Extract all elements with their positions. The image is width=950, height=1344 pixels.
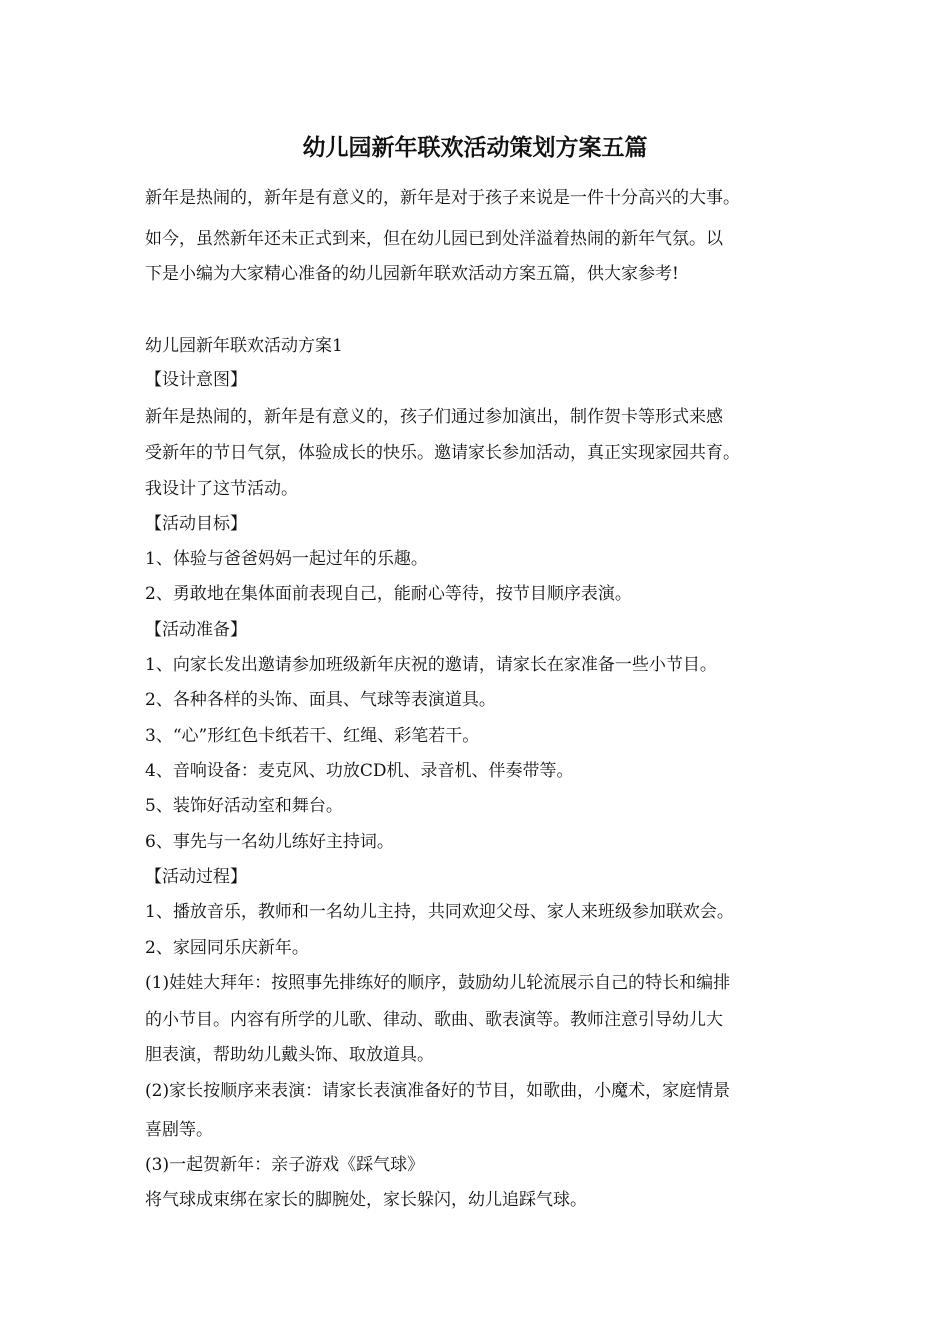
paragraph-line: 喜剧等。	[145, 1120, 213, 1140]
subheading-preparation: 【活动准备】	[145, 620, 247, 640]
paragraph-line: 的小节目。内容有所学的儿歌、律动、歌曲、歌表演等。教师注意引导幼儿大	[145, 1010, 723, 1030]
document-title: 幼儿园新年联欢活动策划方案五篇	[302, 134, 648, 161]
paragraph-line: 新年是热闹的，新年是有意义的，孩子们通过参加演出，制作贺卡等形式来感	[145, 407, 723, 427]
paragraph-line: 将气球成束绑在家长的脚腕处，家长躲闪，幼儿追踩气球。	[145, 1190, 587, 1210]
paragraph-line: 我设计了这节活动。	[145, 479, 298, 499]
list-item: 1、体验与爸爸妈妈一起过年的乐趣。	[145, 549, 428, 569]
list-item: 2、家园同乐庆新年。	[145, 938, 309, 958]
list-item: 2、各种各样的头饰、面具、气球等表演道具。	[145, 690, 496, 710]
intro-line: 下是小编为大家精心准备的幼儿园新年联欢活动方案五篇，供大家参考!	[145, 264, 679, 284]
list-item: 3、“心”形红色卡纸若干、红绳、彩笔若干。	[145, 726, 480, 746]
intro-line: 新年是热闹的，新年是有意义的，新年是对于孩子来说是一件十分高兴的大事。	[145, 188, 740, 208]
paragraph-line: (3)一起贺新年：亲子游戏《踩气球》	[145, 1155, 425, 1175]
list-item: 2、勇敢地在集体面前表现自己，能耐心等待，按节目顺序表演。	[145, 584, 632, 604]
list-item: 6、事先与一名幼儿练好主持词。	[145, 832, 394, 852]
paragraph-line: (2)家长按顺序来表演：请家长表演准备好的节目，如歌曲，小魔术，家庭情景	[145, 1081, 731, 1101]
paragraph-line: 胆表演，帮助幼儿戴头饰、取放道具。	[145, 1045, 434, 1065]
subheading-goals: 【活动目标】	[145, 514, 247, 534]
intro-line: 如今，虽然新年还未正式到来，但在幼儿园已到处洋溢着热闹的新年气氛。以	[145, 229, 723, 249]
subheading-design-intent: 【设计意图】	[145, 370, 247, 390]
list-item: 4、音响设备：麦克风、功放CD机、录音机、伴奏带等。	[145, 761, 574, 781]
subheading-process: 【活动过程】	[145, 867, 247, 887]
list-item: 5、装饰好活动室和舞台。	[145, 796, 343, 816]
list-item: 1、向家长发出邀请参加班级新年庆祝的邀请，请家长在家准备一些小节目。	[145, 655, 717, 675]
paragraph-line: (1)娃娃大拜年：按照事先排练好的顺序，鼓励幼儿轮流展示自己的特长和编排	[145, 973, 731, 993]
section-heading: 幼儿园新年联欢活动方案1	[145, 336, 343, 356]
list-item: 1、播放音乐，教师和一名幼儿主持，共同欢迎父母、家人来班级参加联欢会。	[145, 902, 734, 922]
paragraph-line: 受新年的节日气氛，体验成长的快乐。邀请家长参加活动，真正实现家园共育。	[145, 443, 740, 463]
